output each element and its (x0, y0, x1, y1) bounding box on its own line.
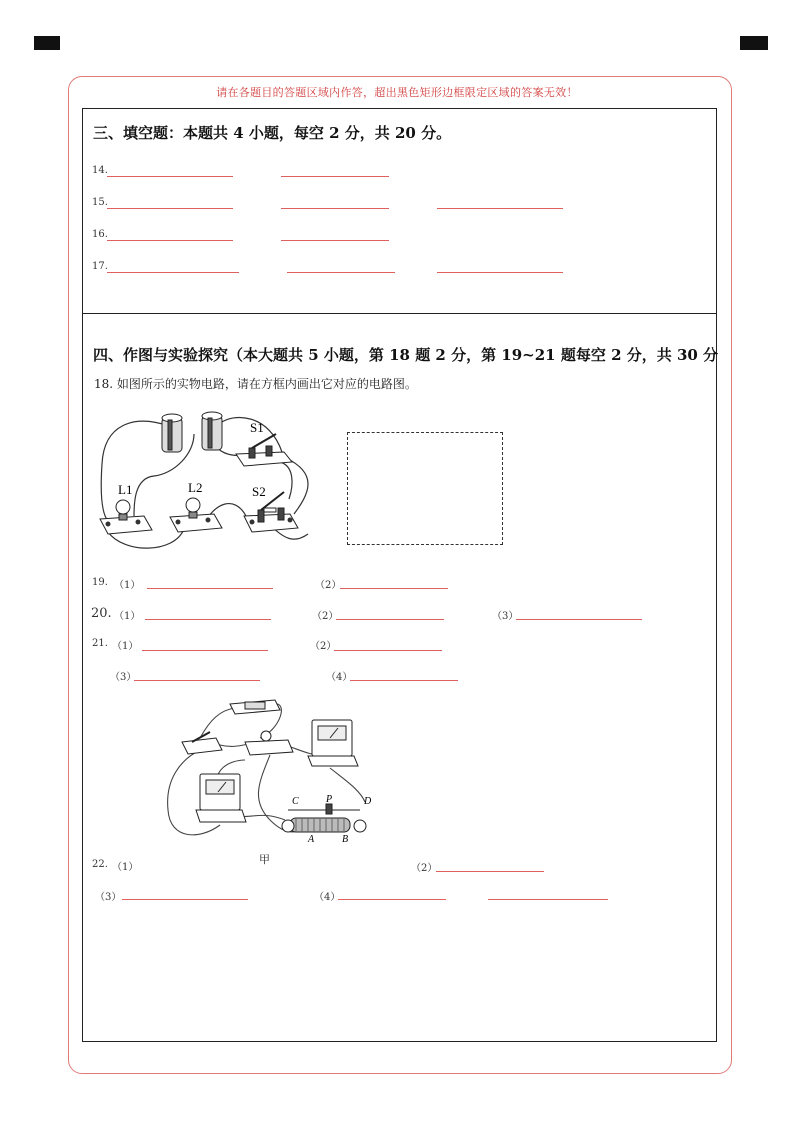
q20-blank-3[interactable] (516, 619, 642, 620)
q20-part3: （3） (492, 611, 519, 622)
rheostat-icon (282, 804, 366, 832)
wire (101, 421, 169, 521)
q19-blank-1[interactable] (147, 588, 273, 589)
q21-part3: （3） (110, 672, 137, 683)
registration-mark-right (740, 36, 768, 50)
q16-blank-1[interactable] (107, 240, 233, 241)
q20-part1: （1） (114, 611, 141, 622)
q21-blank-1[interactable] (142, 650, 268, 651)
answer-box (82, 108, 717, 1042)
registration-mark-left (34, 36, 60, 50)
circuit-diagram-q18 (94, 404, 324, 556)
section4-heading: 四、作图与实验探究（本大题共 5 小题，第 18 题 2 分，第 19~21 题每空 2 分，共 30 分 (93, 346, 719, 364)
figure-caption: 甲 (259, 853, 270, 866)
q22-part1: （1） (112, 862, 139, 873)
q14-number: 14. (92, 165, 108, 176)
voltmeter-icon (308, 720, 358, 766)
q19-part1: （1） (114, 580, 141, 591)
q22-blank-4b[interactable] (488, 899, 608, 900)
q21-number: 21. (92, 638, 108, 649)
q16-number: 16. (92, 229, 108, 240)
q14-blank-1[interactable] (107, 176, 233, 177)
q22-part2: （2） (411, 863, 438, 874)
q22-number: 22. (92, 859, 108, 870)
q17-number: 17. (92, 261, 108, 272)
q22-blank-2[interactable] (436, 871, 544, 872)
q18-prompt: 18. 如图所示的实物电路，请在方框内画出它对应的电路图。 (94, 377, 417, 391)
q17-blank-3[interactable] (437, 272, 563, 273)
q15-number: 15. (92, 197, 108, 208)
q19-blank-2[interactable] (340, 588, 448, 589)
q21-blank-3[interactable] (134, 680, 260, 681)
q15-blank-2[interactable] (281, 208, 389, 209)
q22-part3: （3） (95, 892, 122, 903)
label-s2: S2 (252, 484, 266, 499)
q20-number: 20. (91, 606, 112, 621)
label-d: D (364, 796, 372, 807)
battery-icon (230, 700, 280, 714)
answer-notice: 请在各题目的答题区域内作答，超出黑色矩形边框限定区域的答案无效！ (216, 86, 578, 99)
q16-blank-2[interactable] (281, 240, 389, 241)
section3-heading: 三、填空题：本题共 4 小题，每空 2 分，共 20 分。 (93, 124, 452, 142)
label-a: A (308, 834, 315, 845)
q21-blank-2[interactable] (334, 650, 442, 651)
label-b: B (342, 834, 349, 845)
q15-blank-1[interactable] (107, 208, 233, 209)
q17-blank-1[interactable] (107, 272, 239, 273)
switch-icon (236, 434, 292, 466)
label-l2: L2 (188, 480, 203, 495)
label-l1: L1 (118, 482, 133, 497)
q22-blank-3[interactable] (122, 899, 248, 900)
q19-part2: （2） (315, 580, 342, 591)
q19-number: 19. (92, 577, 108, 588)
circuit-drawing-box[interactable] (347, 432, 503, 545)
q21-part4: （4） (326, 672, 353, 683)
q22-blank-4a[interactable] (338, 899, 446, 900)
q20-blank-1[interactable] (145, 619, 271, 620)
q20-part2: （2） (312, 611, 339, 622)
q21-blank-4[interactable] (350, 680, 458, 681)
q22-part4: （4） (314, 892, 341, 903)
label-s1: S1 (250, 420, 264, 435)
bulb-icon (245, 731, 293, 755)
ammeter-icon (196, 774, 246, 822)
circuit-diagram-q22 (160, 690, 375, 850)
q21-part1: （1） (112, 641, 139, 652)
q21-part2: （2） (310, 641, 337, 652)
q15-blank-3[interactable] (437, 208, 563, 209)
q14-blank-2[interactable] (281, 176, 389, 177)
q17-blank-2[interactable] (287, 272, 395, 273)
q20-blank-2[interactable] (336, 619, 444, 620)
section-divider (82, 313, 717, 314)
label-c: C (292, 796, 299, 807)
label-p: P (326, 794, 333, 805)
